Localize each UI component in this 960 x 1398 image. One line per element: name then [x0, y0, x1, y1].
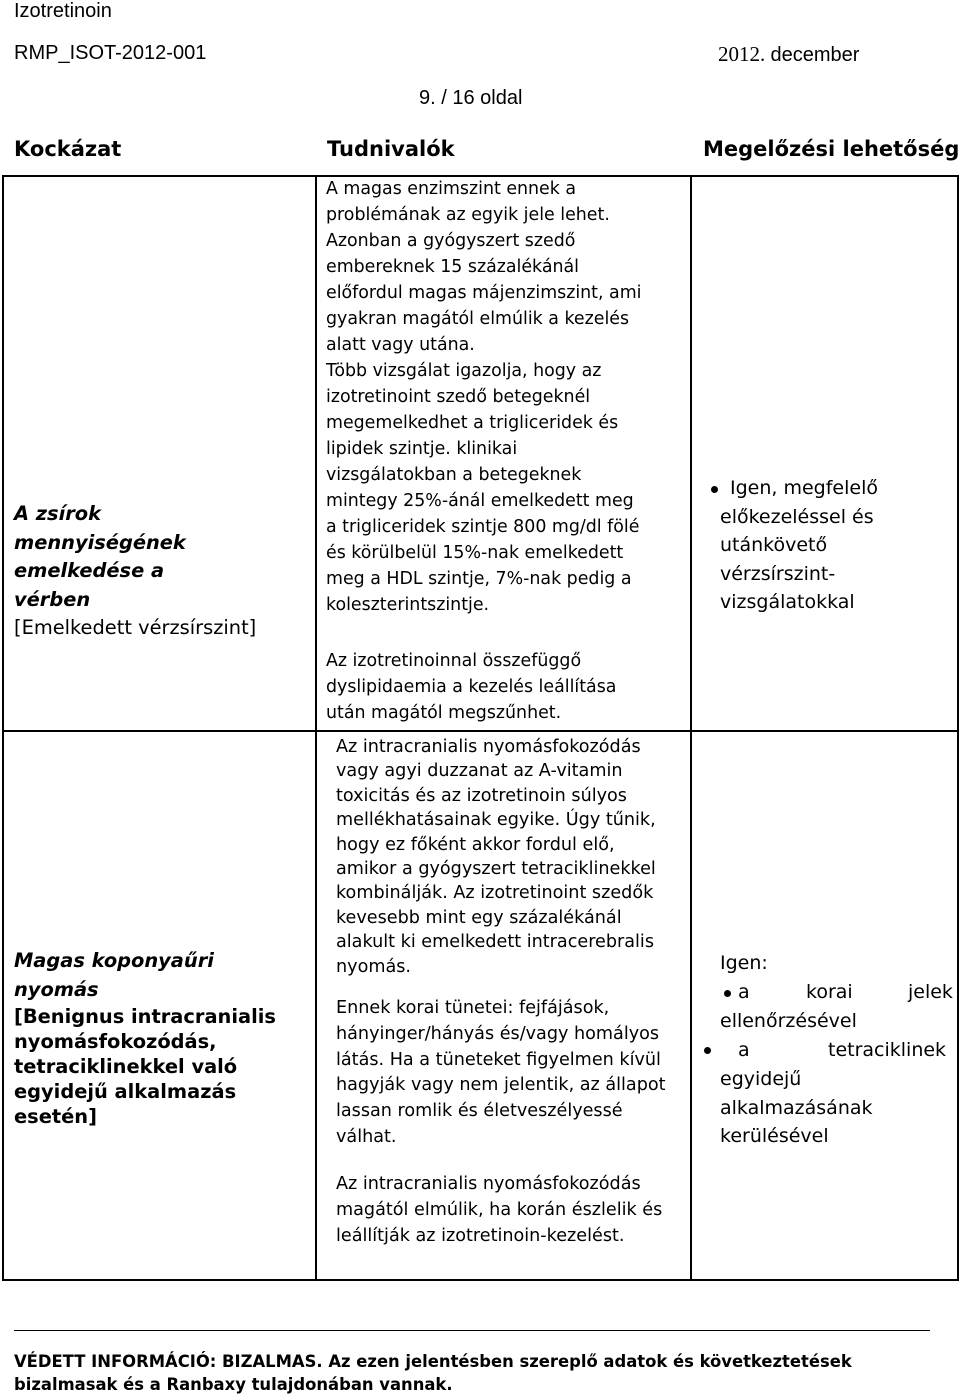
info-line: kombinálják. Az izotretinoint szedők [336, 883, 654, 904]
row2-risk-cell [14, 947, 276, 1129]
row2-info-paragraph-b [336, 996, 666, 1151]
column-header-prevention: Megelőzési lehetőség [703, 137, 960, 161]
info-line: vagy agyi duzzanat az A-vitamin [336, 761, 623, 782]
prevention-line: vizsgálatokkal [720, 591, 855, 614]
risk-line: esetén] [14, 1105, 97, 1128]
info-line: hagyják vagy nem jelentik, az állapot [336, 1075, 666, 1096]
info-line: nyomás. [336, 956, 412, 977]
info-line: magától elmúlik, ha korán észlelik és [336, 1200, 663, 1220]
column-divider-1 [315, 175, 317, 1281]
risk-line: emelkedése a [14, 559, 165, 582]
risk-line: vérben [14, 587, 91, 611]
info-line: mellékhatásainak egyike. Úgy tűnik, [336, 810, 656, 831]
info-line: meg a HDL szintje, 7%-nak pedig a [326, 569, 632, 589]
info-line: hogy ez főként akkor fordul elő, [336, 834, 615, 855]
info-line: Több vizsgálat igazolja, hogy az [326, 361, 602, 381]
info-line: toxicitás és az izotretinoin súlyos [336, 785, 627, 806]
info-line: lipidek szintje. klinikai [326, 439, 518, 459]
info-line: alatt vagy utána. [326, 335, 475, 355]
risk-line: A zsírok [14, 502, 102, 525]
prevention-bullet-1-cont: ellenőrzésével [720, 1010, 857, 1032]
date-month: december [770, 44, 860, 66]
info-line: után magától megszűnhet. [326, 703, 562, 723]
info-line: vizsgálatokban a betegeknek [326, 465, 582, 485]
column-divider-2 [690, 175, 692, 1281]
info-line: koleszterintszintje. [326, 595, 490, 615]
table-left-border [2, 175, 4, 1281]
info-line: és körülbelül 15%-nak emelkedett [326, 543, 624, 563]
row2-prevention-intro: Igen: [720, 952, 768, 974]
risk-line: [Benignus intracranialis [14, 1005, 276, 1028]
info-line: Az intracranialis nyomásfokozódás [336, 1174, 641, 1194]
row2-info-paragraph-a [336, 735, 656, 979]
risk-line: tetraciklinekkel való [14, 1055, 238, 1078]
prevention-line: kerülésével [720, 1125, 829, 1148]
risk-line: Magas koponyaűri [14, 949, 214, 972]
info-line: Ennek korai tünetei: fejfájások, [336, 998, 610, 1018]
risk-line: mennyiségének [14, 530, 186, 554]
prevention-bullet-1-word: a [738, 981, 750, 1003]
product-name: Izotretinoin [14, 0, 112, 22]
page-number: 9. / 16 oldal [419, 87, 523, 109]
column-header-info: Tudnivalók [327, 137, 455, 161]
row1-info-paragraph-a [326, 176, 641, 618]
info-line: kevesebb mint egy százalékánál [336, 907, 622, 928]
info-line: A magas enzimszint ennek a [326, 179, 577, 199]
prevention-line: alkalmazásának [720, 1096, 873, 1119]
date-year: 2012. [718, 42, 766, 66]
prevention-line: utánkövető [720, 534, 828, 557]
info-line: gyakran magától elmúlik a kezelés [326, 309, 630, 329]
risk-line: [Emelkedett vérzsírszint] [14, 616, 257, 639]
document-code: RMP_ISOT-2012-001 [14, 42, 207, 64]
bullet-icon [724, 990, 731, 997]
table-bottom-border [2, 1279, 959, 1281]
prevention-line: előkezeléssel és [720, 505, 874, 528]
prevention-bullet-2-word: tetraciklinek [828, 1039, 947, 1061]
bullet-icon [711, 486, 718, 493]
info-line: leállítják az izotretinoin-kezelést. [336, 1226, 625, 1246]
row2-info-paragraph-c [336, 1171, 662, 1249]
column-header-risk: Kockázat [14, 137, 122, 161]
row1-risk-cell [14, 500, 256, 643]
table-right-border [957, 175, 959, 1281]
risk-line: nyomásfokozódás, [14, 1030, 217, 1053]
footer-line-2: bizalmasak és a Ranbaxy tulajdonában vannak. [14, 1375, 453, 1394]
prevention-line: egyidejű [720, 1068, 802, 1090]
document-date [718, 42, 859, 67]
prevention-bullet-2-word: a [738, 1039, 750, 1061]
info-line: amikor a gyógyszert tetraciklinekkel [336, 859, 656, 880]
risk-line: nyomás [14, 977, 99, 1001]
info-line: hányinger/hányás és/vagy homályos [336, 1023, 660, 1044]
prevention-bullet-1-word: jelek [908, 981, 953, 1003]
footer-line-1: VÉDETT INFORMÁCIÓ: BIZALMAS. Az ezen jelentésben szereplő adatok és következtetések [14, 1352, 852, 1371]
prevention-line: Igen, megfelelő [730, 477, 878, 499]
prevention-line: vérzsírszint- [720, 562, 836, 585]
footer-rule [14, 1330, 930, 1331]
info-line: problémának az egyik jele lehet. [326, 205, 610, 225]
bullet-icon [704, 1047, 711, 1054]
prevention-bullet-2-cont [720, 1065, 873, 1151]
row1-info-paragraph-b [326, 648, 616, 726]
info-line: Az izotretinoinnal összefüggő [326, 651, 582, 671]
info-line: izotretinoint szedő betegeknél [326, 387, 591, 407]
info-line: alakult ki emelkedett intracerebralis [336, 932, 654, 953]
info-line: előfordul magas májenzimszint, ami [326, 283, 642, 303]
info-line: válhat. [336, 1126, 397, 1147]
row-divider [2, 730, 959, 732]
prevention-bullet-1-word: korai [806, 981, 853, 1003]
info-line: lassan romlik és életveszélyessé [336, 1101, 623, 1122]
info-line: dyslipidaemia a kezelés leállítása [326, 677, 617, 697]
row1-prevention-cell [720, 474, 878, 617]
info-line: Azonban a gyógyszert szedő [326, 231, 576, 251]
info-line: a trigliceridek szintje 800 mg/dl fölé [326, 517, 640, 537]
info-line: mintegy 25%-ánál emelkedett meg [326, 491, 634, 511]
info-line: embereknek 15 százalékánál [326, 257, 579, 277]
risk-line: egyidejű alkalmazás [14, 1080, 237, 1103]
info-line: megemelkedhet a trigliceridek és [326, 413, 619, 433]
info-line: Az intracranialis nyomásfokozódás [336, 737, 641, 757]
info-line: látás. Ha a tüneteket figyelmen kívül [336, 1049, 661, 1070]
